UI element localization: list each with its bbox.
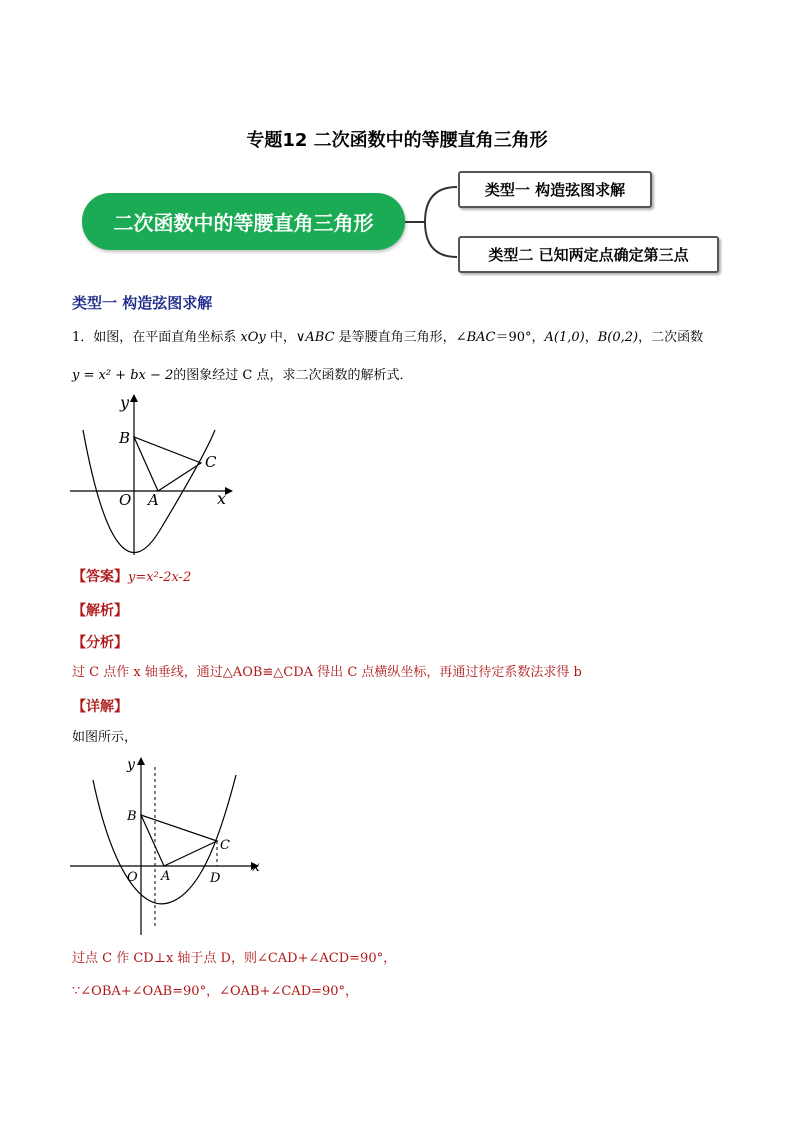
mindmap-center-node: 二次函数中的等腰直角三角形	[82, 193, 405, 250]
detail-label: 【详解】	[72, 699, 128, 715]
page-title: 专题12 二次函数中的等腰直角三角形	[246, 130, 548, 151]
mindmap-branch-type1: 类型一 构造弦图求解	[458, 171, 652, 208]
answer-value: y=x²-2x-2	[128, 570, 192, 585]
fig2-label-x: x	[252, 859, 260, 875]
fig2-label-O: O	[127, 870, 138, 885]
fig2-label-y: y	[127, 757, 135, 773]
fig2-label-B: B	[127, 809, 137, 824]
fig2-label-C: C	[220, 838, 230, 853]
fig1-label-A: A	[148, 491, 159, 509]
fig2-label-D: D	[210, 871, 221, 886]
fig1-label-y: y	[120, 393, 130, 412]
fig1-label-x: x	[217, 489, 227, 508]
solution-step-1: 过点 C 作 CD⊥x 轴于点 D，则∠CAD+∠ACD=90°，	[72, 951, 397, 966]
problem-line-2: y = x² + bx − 2的图象经过 C 点，求二次函数的解析式．	[72, 368, 413, 383]
analysis-label: 【解析】	[72, 603, 128, 619]
fenxi-label: 【分析】	[72, 635, 128, 651]
solution-step-2: ∵∠OBA+∠OAB=90°，∠OAB+∠CAD=90°，	[72, 984, 359, 999]
fenxi-text: 过 C 点作 x 轴垂线，通过△AOB≌△CDA 得出 C 点横纵坐标，再通过待定系数法求得 b	[72, 665, 582, 680]
problem-line-1: 1．如图，在平面直角坐标系 xOy 中，∨ABC 是等腰直角三角形，∠BAC＝90°，A(1,0)，B(0,2)，二次函数	[72, 330, 704, 345]
fig1-label-O: O	[119, 491, 132, 509]
mindmap-branch-type2: 类型二 已知两定点确定第三点	[458, 236, 719, 273]
fig1-label-B: B	[119, 429, 131, 447]
figure-2-parabola	[68, 755, 268, 940]
mindmap-connector	[405, 185, 465, 270]
detail-intro: 如图所示，	[72, 730, 138, 745]
answer-label: 【答案】	[72, 569, 128, 585]
fig1-label-C: C	[205, 453, 217, 471]
fig2-label-A: A	[161, 869, 171, 884]
figure-1-parabola	[65, 390, 240, 560]
section-heading-type1: 类型一 构造弦图求解	[72, 294, 213, 312]
answer-line	[72, 568, 191, 587]
